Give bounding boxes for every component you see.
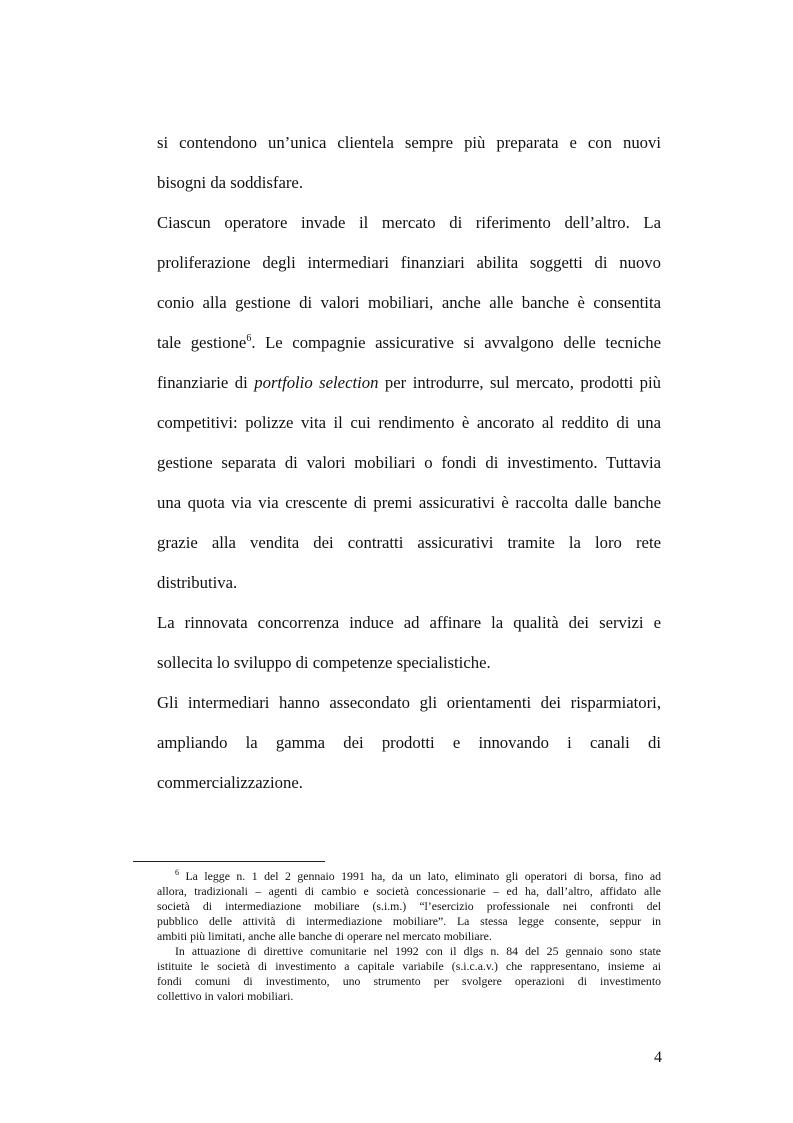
footnote-line: In attuazione di direttive comunitarie nel 1992 con il dlgs n. 84 del 25 gennaio sono state [175, 944, 661, 958]
footnote-line: società di intermediazione mobiliare (s.i.m.) “l’esercizio professionale nei confronti del [157, 899, 661, 913]
italic-term: portfolio selection [254, 373, 379, 392]
body-line: competitivi: polizze vita il cui rendimento è ancorato al reddito di una [157, 413, 661, 432]
body-line: sollecita lo sviluppo di competenze specialistiche. [157, 653, 491, 672]
footnote-line: ambiti più limitati, anche alle banche di operare nel mercato mobiliare. [157, 929, 492, 943]
body-line: Gli intermediari hanno assecondato gli orientamenti dei risparmiatori, [157, 693, 661, 712]
body-line: conio alla gestione di valori mobiliari, anche alle banche è consentita [157, 293, 661, 312]
line-text: finanziarie di [157, 373, 255, 392]
line-text: per introdurre, sul mercato, prodotti più [378, 373, 661, 392]
page-number: 4 [654, 1049, 662, 1066]
body-line: distributiva. [157, 573, 238, 592]
body-line-with-footnote-ref [157, 333, 661, 353]
footnote-ref[interactable]: 6 [246, 333, 252, 344]
footnote-line: collettivo in valori mobiliari. [157, 989, 294, 1003]
body-line: ampliando la gamma dei prodotti e innovando i canali di [157, 733, 661, 752]
body-line: grazie alla vendita dei contratti assicurativi tramite la loro rete [157, 533, 661, 552]
footnote-text: La legge n. 1 del 2 gennaio 1991 ha, da un lato, eliminato gli operatori di borsa, fino ad [179, 869, 661, 883]
body-line: La rinnovata concorrenza induce ad affinare la qualità dei servizi e [157, 613, 661, 632]
line-text: tale gestione [157, 333, 247, 352]
body-line: si contendono un’unica clientela sempre più preparata e con nuovi [157, 133, 661, 152]
body-line: bisogni da soddisfare. [157, 173, 303, 192]
body-line: Ciascun operatore invade il mercato di riferimento dell’altro. La [157, 213, 661, 232]
body-line: una quota via via crescente di premi assicurativi è raccolta dalle banche [157, 493, 661, 512]
body-line: commercializzazione. [157, 773, 303, 792]
footnote-separator [133, 861, 325, 862]
body-line: proliferazione degli intermediari finanziari abilita soggetti di nuovo [157, 253, 661, 272]
footnote-line: allora, tradizionali – agenti di cambio e società concessionarie – ed ha, dall’altro, affidato alle [157, 884, 661, 898]
footnote-marker: 6 [175, 868, 179, 877]
body-line: gestione separata di valori mobiliari o fondi di investimento. Tuttavia [157, 453, 661, 472]
line-text: . Le compagnie assicurative si avvalgono delle tecniche [251, 333, 661, 352]
body-line-with-italic [157, 373, 661, 393]
footnote-line: fondi comuni di investimento, uno strumento per svolgere operazioni di investimento [157, 974, 661, 988]
footnote-line [175, 869, 661, 883]
footnote-line: pubblico delle attività di intermediazione mobiliare”. La stessa legge consente, seppur in [157, 914, 661, 928]
footnote-line: istituite le società di investimento a capitale variabile (s.i.c.a.v.) che rappresentano, insieme ai [157, 959, 661, 973]
